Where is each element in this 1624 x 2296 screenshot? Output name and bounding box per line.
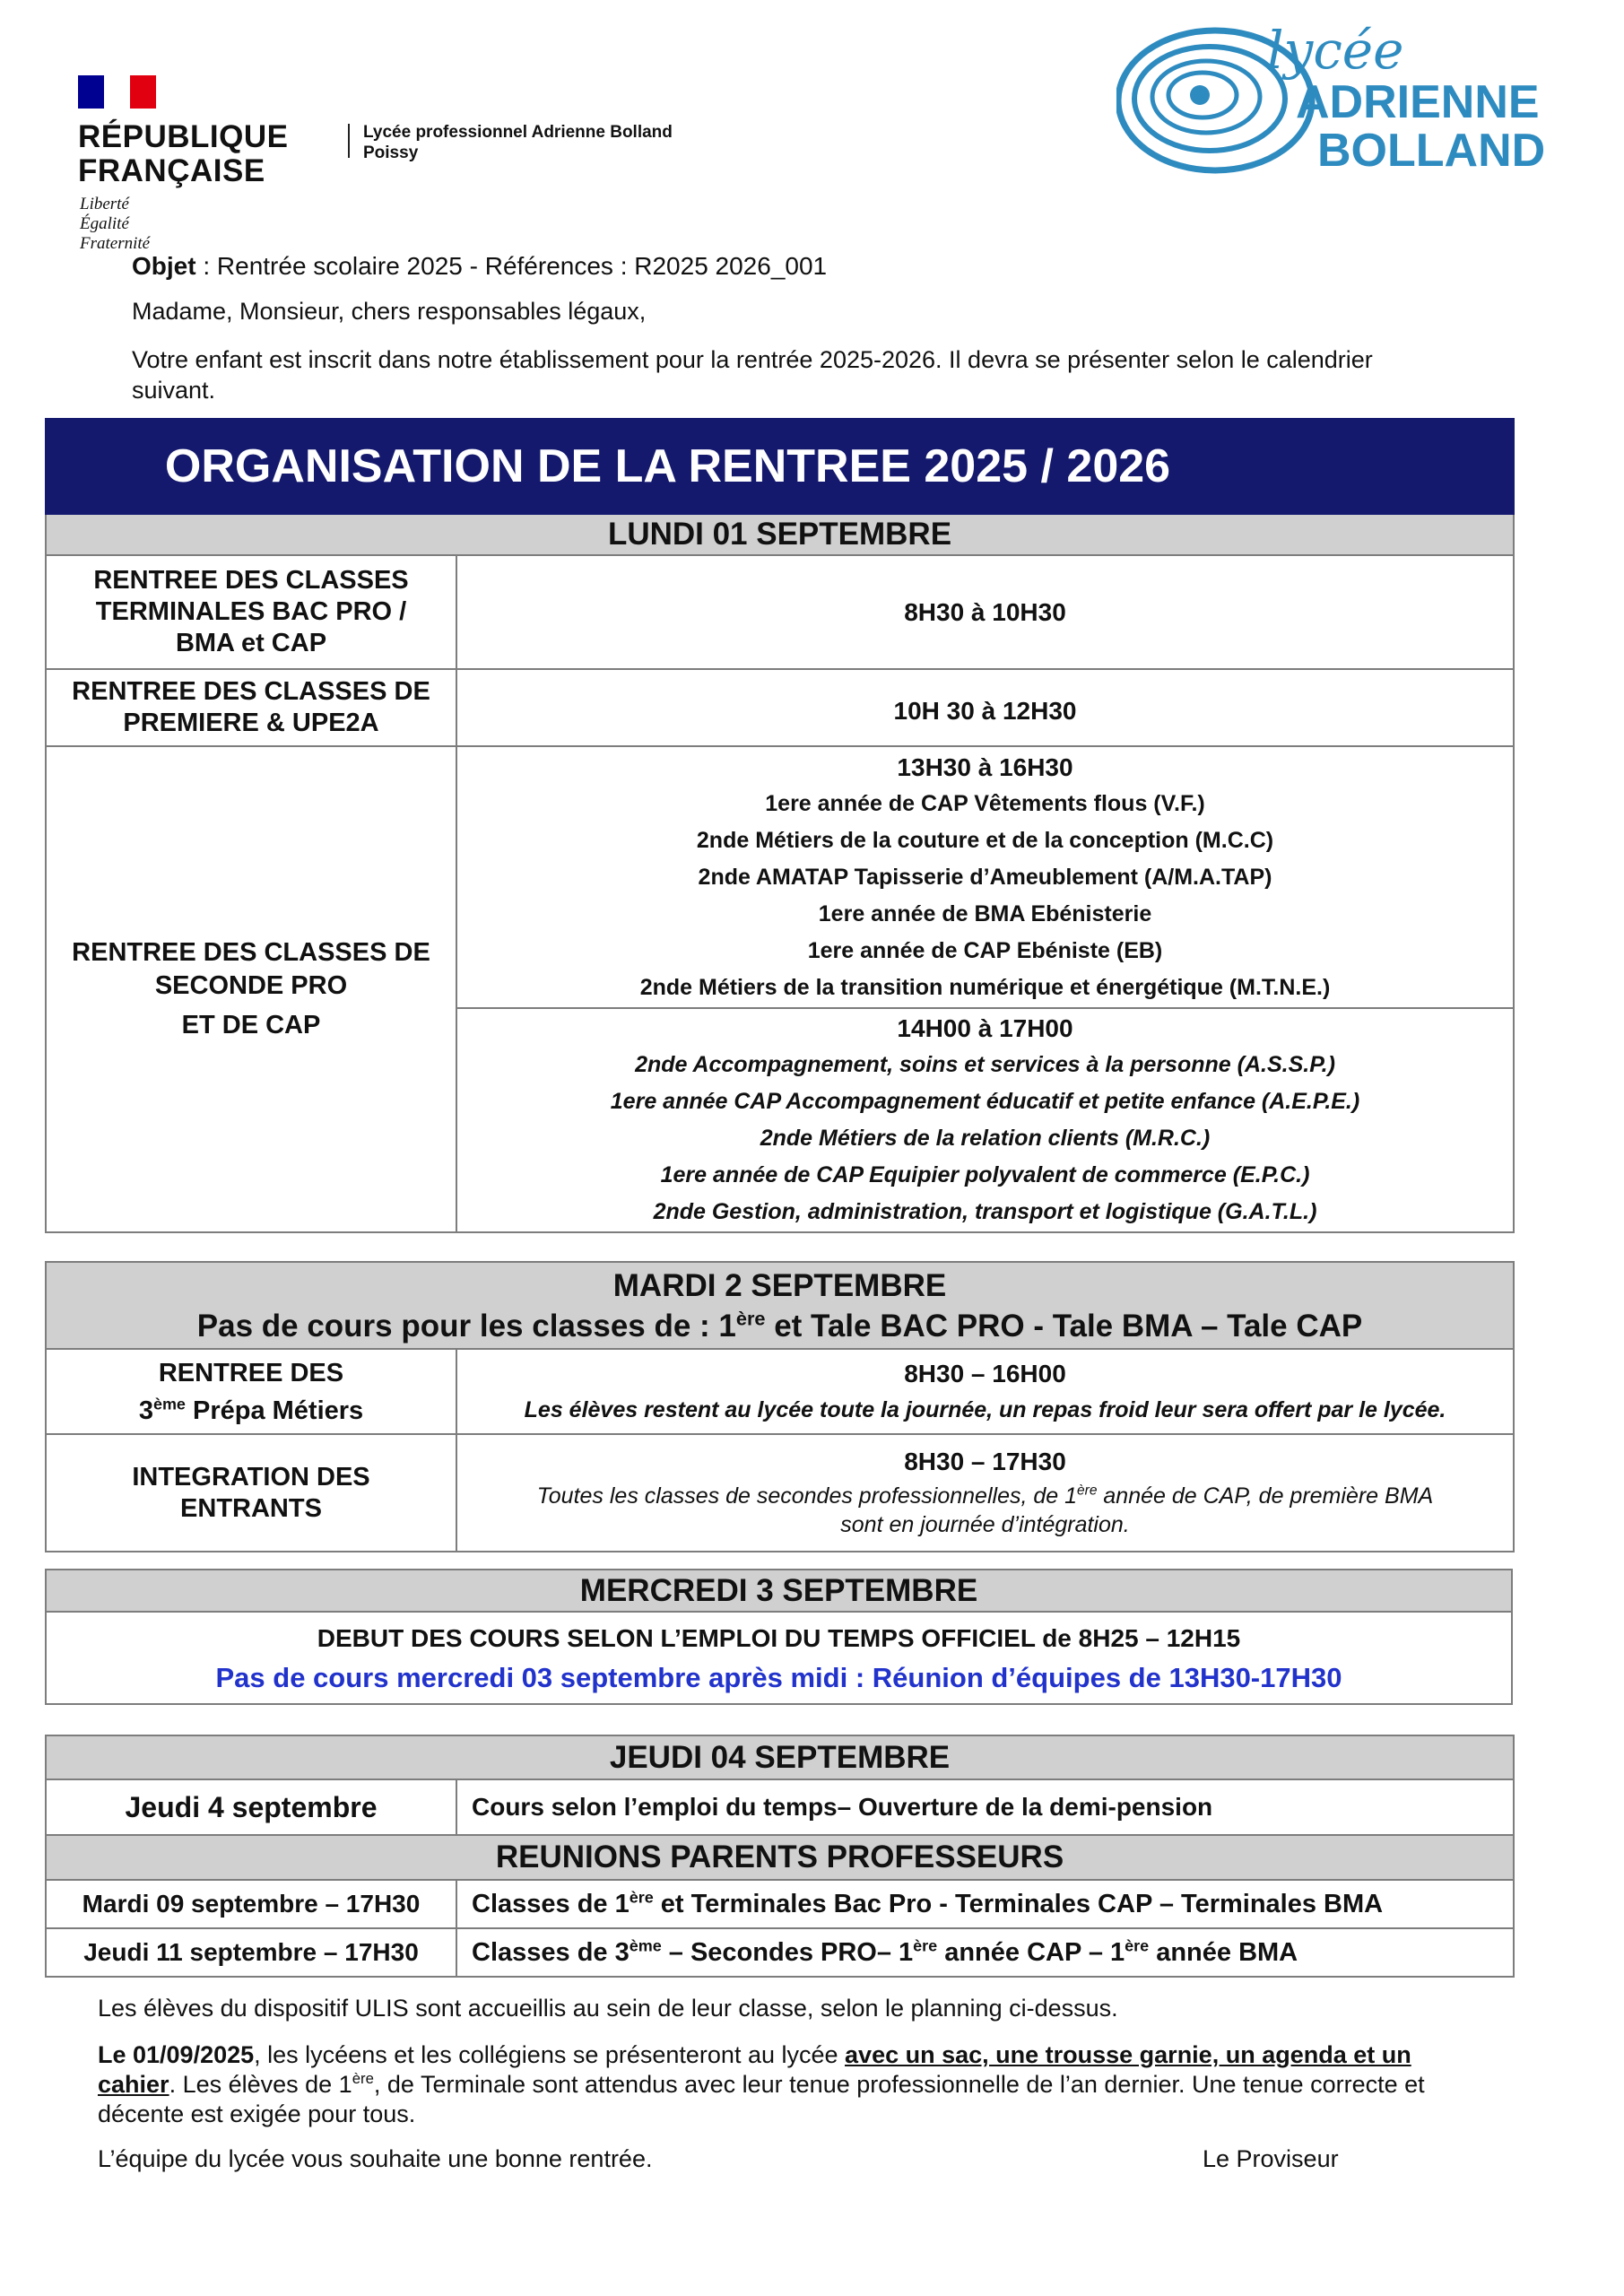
tuesday-row1-note: Les élèves restent au lycée toute la journée, un repas froid leur sera offert par le lycée. bbox=[524, 1396, 1446, 1422]
meeting-row2-text: Classes de 3ème – Secondes PRO– 1ère année CAP – 1ère année BMA bbox=[456, 1928, 1514, 1977]
tuesday-row2-time: 8H30 – 17H30 bbox=[904, 1447, 1066, 1475]
intro-paragraph: Votre enfant est inscrit dans notre établissement pour la rentrée 2025-2026. Il devra se présenter selon le calendrier suivant. bbox=[132, 346, 1373, 404]
list-item: 2nde AMATAP Tapisserie d’Ameublement (A/M.A.TAP) bbox=[698, 864, 1272, 890]
thursday-header: JEUDI 04 SEPTEMBRE bbox=[46, 1735, 1514, 1779]
list-item: 2nde Accompagnement, soins et services à la personne (A.S.S.P.) bbox=[635, 1052, 1335, 1077]
list-item: 2nde Métiers de la transition numérique et énergétique (M.T.N.E.) bbox=[639, 974, 1331, 1000]
marianne-flag-icon bbox=[78, 75, 156, 109]
tuesday-table bbox=[45, 1261, 1515, 1552]
tuesday-subheader: Pas de cours pour les classes de : 1ère et Tale BAC PRO - Tale BMA – Tale CAP bbox=[196, 1306, 1363, 1344]
tuesday-row2-cell bbox=[456, 1434, 1514, 1552]
monday-row2-label: RENTREE DES CLASSES DE PREMIERE & UPE2A bbox=[46, 669, 456, 746]
monday-table bbox=[45, 418, 1515, 1233]
republique-francaise-title: RÉPUBLIQUE FRANÇAISE bbox=[78, 119, 289, 188]
monday-header: LUNDI 01 SEPTEMBRE bbox=[607, 517, 952, 552]
tuesday-row1-cell bbox=[456, 1349, 1514, 1434]
tuesday-row1-time: 8H30 – 16H00 bbox=[904, 1359, 1066, 1387]
list-item: 1ere année de BMA Ebénisterie bbox=[818, 900, 1152, 926]
monday-row2-time: 10H 30 à 12H30 bbox=[456, 669, 1514, 746]
objet-line bbox=[132, 252, 827, 281]
meeting-row1-label: Mardi 09 septembre – 17H30 bbox=[46, 1880, 456, 1928]
salutation: Madame, Monsieur, chers responsables légaux, bbox=[132, 298, 647, 325]
list-item: 1ere année CAP Accompagnement éducatif et petite enfance (A.E.P.E.) bbox=[610, 1089, 1360, 1114]
thursday-table bbox=[45, 1735, 1515, 1978]
thursday-label: Jeudi 4 septembre bbox=[46, 1779, 456, 1835]
tuesday-row2-note: Toutes les classes de secondes professionnelles, de 1ère année de CAP, de première BMA sont en journée d’intégration. bbox=[536, 1483, 1434, 1537]
wednesday-table bbox=[45, 1569, 1513, 1705]
list-item: 2nde Métiers de la relation clients (M.R.C.) bbox=[760, 1126, 1211, 1151]
monday-row1-time: 8H30 à 10H30 bbox=[456, 555, 1514, 669]
meeting-row1-text: Classes de 1ère et Terminales Bac Pro - Terminales CAP – Terminales BMA bbox=[456, 1880, 1514, 1928]
tuesday-header: MARDI 2 SEPTEMBRE bbox=[612, 1267, 947, 1303]
objet-text: : Rentrée scolaire 2025 - Références : R2025 2026_001 bbox=[195, 252, 828, 280]
list-item: 2nde Gestion, administration, transport et logistique (G.A.T.L.) bbox=[653, 1199, 1317, 1224]
thursday-text: Cours selon l’emploi du temps– Ouverture de la demi-pension bbox=[456, 1779, 1514, 1835]
signature: Le Proviseur bbox=[1203, 2145, 1339, 2172]
monday-block2-time: 14H00 à 17H00 bbox=[897, 1014, 1073, 1042]
closing-line: L’équipe du lycée vous souhaite une bonne rentrée. bbox=[98, 2145, 653, 2172]
wednesday-line2: Pas de cours mercredi 03 septembre après midi : Réunion d’équipes de 13H30-17H30 bbox=[215, 1661, 1342, 1693]
logo-word-adrienne: ADRIENNE bbox=[1296, 76, 1540, 128]
list-item: 2nde Métiers de la couture et de la conception (M.C.C) bbox=[696, 827, 1274, 853]
tuesday-row2-label: INTEGRATION DES ENTRANTS bbox=[46, 1434, 456, 1552]
list-item: 1ere année de CAP Vêtements flous (V.F.) bbox=[765, 790, 1205, 816]
tuesday-row1-label: RENTREE DES 3ème Prépa Métiers bbox=[46, 1349, 456, 1434]
organisation-title: ORGANISATION DE LA RENTREE 2025 / 2026 bbox=[164, 440, 1171, 492]
list-item: 1ere année de CAP Ebéniste (EB) bbox=[807, 937, 1163, 963]
objet-label: Objet bbox=[132, 252, 196, 280]
monday-row1-label: RENTREE DES CLASSES TERMINALES BAC PRO / BMA et CAP bbox=[46, 555, 456, 669]
wednesday-header: MERCREDI 3 SEPTEMBRE bbox=[46, 1570, 1512, 1612]
wednesday-line1: DEBUT DES COURS SELON L’EMPLOI DU TEMPS OFFICIEL de 8H25 – 12H15 bbox=[317, 1623, 1241, 1652]
monday-block1 bbox=[456, 746, 1514, 1008]
logo-word-bolland: BOLLAND bbox=[1317, 125, 1546, 177]
reunions-header: REUNIONS PARENTS PROFESSEURS bbox=[46, 1835, 1514, 1880]
logo-word-lycee: lycée bbox=[1267, 20, 1404, 81]
ulis-paragraph: Les élèves du dispositif ULIS sont accueillis au sein de leur classe, selon le planning ci-dessus. bbox=[98, 1995, 1118, 2022]
monday-block1-time: 13H30 à 16H30 bbox=[897, 752, 1073, 781]
rentree-instructions: Le 01/09/2025, les lycéens et les collégiens se présenteront au lycée avec un sac, une trousse garnie, un agenda et un cahier. Les élèves de 1ère, de Terminale sont attendus avec leur tenue professionnelle de l’an dernier. Une tenue correcte et décente est exigée pour tous. bbox=[98, 2041, 1425, 2127]
list-item: 1ere année de CAP Equipier polyvalent de commerce (E.P.C.) bbox=[660, 1162, 1310, 1187]
lycee-logo bbox=[1116, 20, 1546, 181]
republique-motto: Liberté Égalité Fraternité bbox=[80, 195, 151, 253]
monday-block2 bbox=[456, 1008, 1514, 1232]
meeting-row2-label: Jeudi 11 septembre – 17H30 bbox=[46, 1928, 456, 1977]
school-name: Lycée professionnel Adrienne Bolland Poissy bbox=[363, 123, 673, 162]
monday-seconde-label: RENTREE DES CLASSES DE SECONDE PRO ET DE CAP bbox=[46, 746, 456, 1232]
header-divider bbox=[348, 124, 350, 158]
